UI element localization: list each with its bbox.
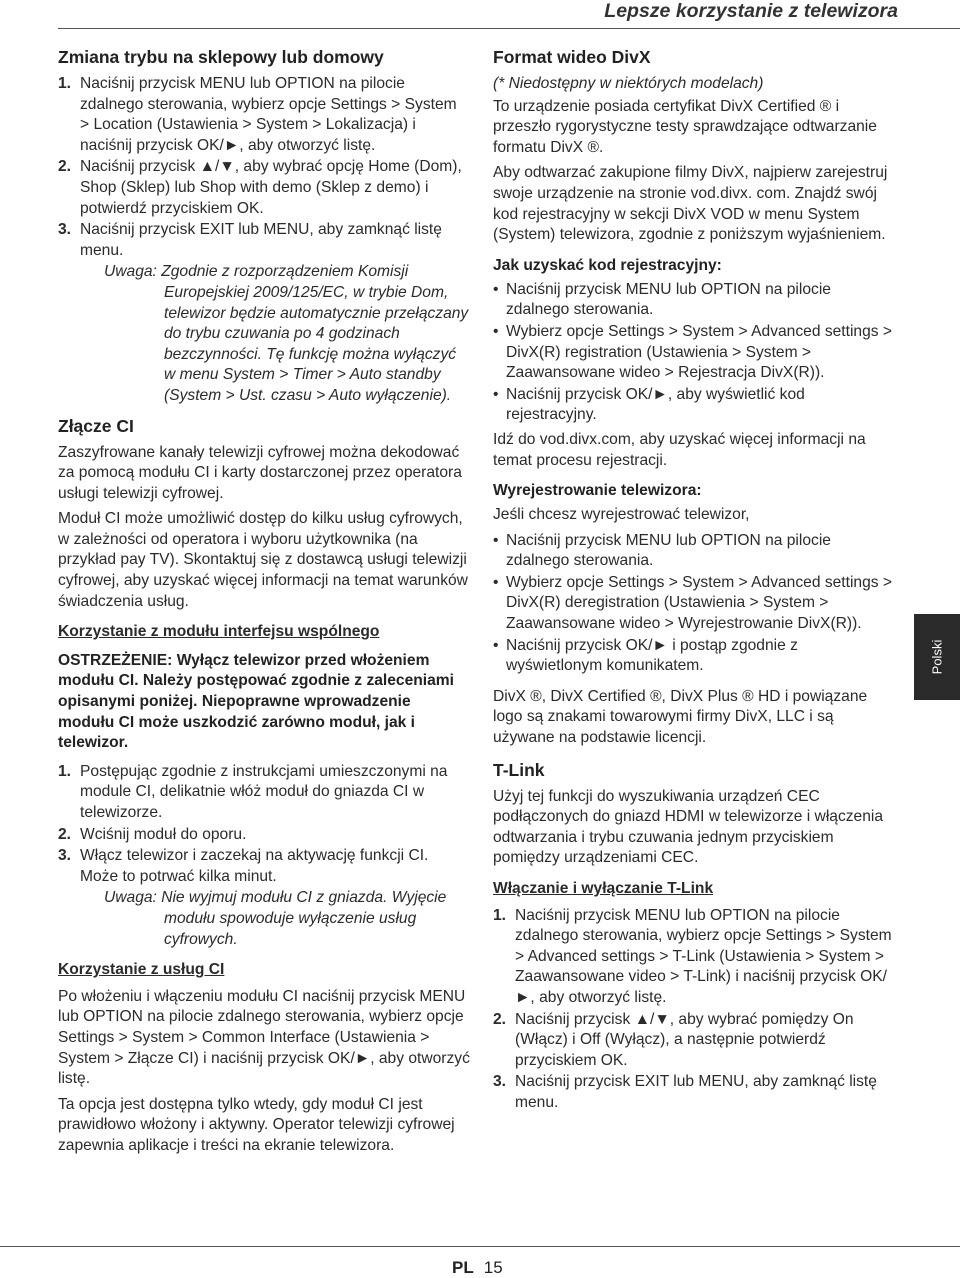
paragraph: Idź do vod.divx.com, aby uzyskać więcej informacji na temat procesu rejestracji. [493, 430, 866, 469]
header-title: Lepsze korzystanie z telewizora [604, 0, 898, 22]
subsection-title-ci-services: Korzystanie z usług CI [58, 961, 225, 979]
right-column [493, 46, 893, 1115]
list-item: • Naciśnij przycisk MENU lub OPTION na pilocie zdalnego sterowania. [493, 280, 893, 321]
list-item: 3. Naciśnij przycisk EXIT lub MENU, aby zamknąć listę menu. [493, 1073, 877, 1111]
paragraph: Użyj tej funkcji do wyszukiwania urządzeń CEC podłączonych do gniazd HDMI w telewizorze i włączenia odtwarzania i trybu czuwania jednym przyciskiem pomiędzy urządzeniami CEC. [493, 787, 884, 867]
trademark-text: DivX ®, DivX Certified ®, DivX Plus ® HD i powiązane logo są znakami towarowymi firmy DivX, LLC i są używane na podstawie licencji. [493, 687, 868, 747]
list-item: • Naciśnij przycisk MENU lub OPTION na pilocie zdalnego sterowania. [493, 531, 893, 572]
paragraph: Po włożeniu i włączeniu modułu CI naciśnij przycisk MENU lub OPTION na pilocie zdalnego sterowania, wybierz opcje Settings > System > Common Interface (Ustawienia > System > Złącze CI) i naciśnij przycisk OK/►, aby otworzyć listę. [58, 987, 470, 1088]
footer-rule [0, 1246, 960, 1247]
page-number: 15 [483, 1258, 503, 1277]
language-tab-label: Polski [929, 639, 945, 675]
section-title-tlink: T-Link [493, 759, 545, 780]
subsection-title-tlink-toggle: Włączanie i wyłączanie T-Link [493, 880, 714, 897]
list-item: 3. Naciśnij przycisk EXIT lub MENU, aby zamknąć listę menu. [58, 221, 442, 259]
list-item: 1. Postępując zgodnie z instrukcjami umieszczonymi na module CI, delikatnie włóż moduł do gniazda CI w telewizorze. [58, 762, 448, 821]
subsection-title-registration: Jak uzyskać kod rejestracyjny: [493, 256, 722, 274]
subsection-title-ci-module: Korzystanie z modułu interfejsu wspólnego [58, 623, 380, 641]
warning-text: OSTRZEŻENIE: Wyłącz telewizor przed włożeniem modułu CI. Należy postępować zgodnie z zaleceniami opisanymi poniżej. Niepoprawne wprowadzenie modułu CI może uszkodzić zarówno moduł, jak i telewizor. [58, 651, 454, 752]
list-item: 2. Naciśnij przycisk ▲/▼, aby wybrać opcję Home (Dom), Shop (Sklep) lub Shop with demo (Sklep z demo) i potwierdź przyciskiem OK. [58, 158, 462, 217]
list-item: • Naciśnij przycisk OK/► i postąp zgodnie z wyświetlonym komunikatem. [493, 636, 893, 677]
list-item: 2. Wciśnij moduł do oporu. [58, 825, 247, 843]
deregistration-list [493, 531, 893, 677]
ci-module-steps [58, 762, 470, 888]
section-title-ci-slot: Złącze CI [58, 415, 134, 436]
language-tab [914, 614, 960, 700]
store-mode-note: Uwaga: Zgodnie z rozporządzeniem Komisji Europejskiej 2009/125/EC, w trybie Dom, telewizor będzie automatycznie przełączany do trybu czuwania po 4 godzinach bezczynności. Tę funkcję można wyłączyć w menu System > Timer > Auto standby (System > Ust. czasu > Auto wyłączenie). [104, 263, 469, 404]
store-mode-steps [58, 74, 470, 261]
list-item: • Wybierz opcje Settings > System > Advanced settings > DivX(R) deregistration (Ustawienia > System > Zaawansowane wideo > Wyrejestrowanie DivX(R)). [493, 573, 893, 635]
list-item: 1. Naciśnij przycisk MENU lub OPTION na pilocie zdalnego sterowania, wybierz opcje Settings > System > Location (Ustawienia > System > Lokalizacja) i naciśnij przycisk OK/►, aby otworzyć listę. [58, 75, 457, 154]
left-column [58, 46, 470, 1162]
page-header [0, 0, 960, 34]
list-item: 3. Włącz telewizor i zaczekaj na aktywację funkcji CI. Może to potrwać kilka minut. [58, 847, 429, 885]
footer-language: PL [452, 1258, 474, 1277]
divx-availability-note: (* Niedostępny w niektórych modelach) [493, 75, 764, 92]
list-item: 1. Naciśnij przycisk MENU lub OPTION na pilocie zdalnego sterowania, wybierz opcje Settings > System > Advanced settings > T-Link (Ustawienia > System > Zaawansowane video > T-Link) i naciśnij przycisk OK/►, aby otworzyć listę. [493, 906, 892, 1006]
paragraph: Jeśli chcesz wyrejestrować telewizor, [493, 506, 750, 524]
paragraph: Moduł CI może umożliwić dostęp do kilku usług cyfrowych, w zależności od operatora i wyboru użytkownika (na przykład pay TV). Skontaktuj się z dostawcą usługi telewizji cyfrowej, aby uzyskać więcej informacji na temat warunków świadczenia usług. [58, 510, 468, 610]
paragraph: Zaszyfrowane kanały telewizji cyfrowej można dekodować za pomocą modułu CI i karty dostarczonej przez operatora usługi telewizji cyfrowej. [58, 443, 462, 502]
paragraph: Aby odtwarzać zakupione filmy DivX, najpierw zarejestruj swoje urządzenie na stronie vod.divx. com. Znajdź swój kod rejestracyjny w sekcji DivX VOD w menu System (System) telewizora, zgodnie z poniższym wyjaśnieniem. [493, 164, 888, 244]
list-item: 2. Naciśnij przycisk ▲/▼, aby wybrać pomiędzy On (Włącz) i Off (Wyłącz), a następnie potwierdź przyciskiem OK. [493, 1010, 854, 1069]
page-footer [452, 1258, 503, 1278]
paragraph: To urządzenie posiada certyfikat DivX Certified ® i przeszło rygorystyczne testy sprawdzające odtwarzanie formatu DivX ®. [493, 97, 877, 156]
registration-list [493, 280, 893, 426]
list-item: • Wybierz opcje Settings > System > Advanced settings > DivX(R) registration (Ustawienia > System > Zaawansowane wideo > Rejestracja DivX(R)). [493, 322, 893, 384]
header-rule [58, 28, 960, 29]
section-title-store-mode: Zmiana trybu na sklepowy lub domowy [58, 47, 384, 67]
tlink-steps [493, 906, 893, 1114]
ci-module-note: Uwaga: Nie wyjmuj modułu CI z gniazda. Wyjęcie modułu spowoduje wyłączenie usług cyfrowych. [104, 889, 447, 948]
subsection-title-deregistration: Wyrejestrowanie telewizora: [493, 482, 702, 500]
section-title-divx: Format wideo DivX [493, 47, 651, 67]
list-item: • Naciśnij przycisk OK/►, aby wyświetlić kod rejestracyjny. [493, 385, 893, 426]
paragraph: Ta opcja jest dostępna tylko wtedy, gdy moduł CI jest prawidłowo włożony i aktywny. Operator telewizji cyfrowej zapewnia aplikacje i treści na ekranie telewizora. [58, 1095, 455, 1154]
